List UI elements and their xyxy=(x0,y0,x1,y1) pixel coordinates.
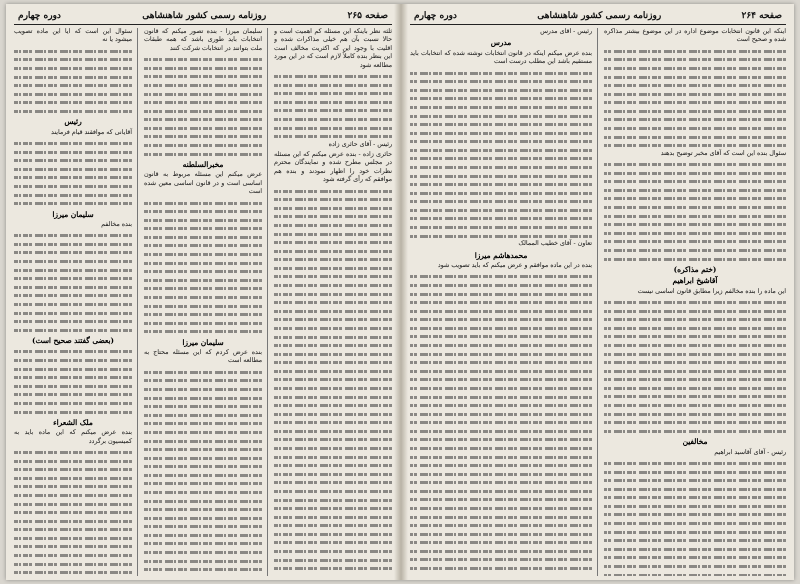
left-col-c xyxy=(14,28,138,576)
text-paragraph: سئوال بنده این است که آقای مخبر توضیح بدهند xyxy=(660,149,786,157)
text-paragraph: سئوال این است که آیا این ماده تصویب میشود یا نه xyxy=(14,28,132,44)
left-page-header xyxy=(14,8,392,25)
text-paragraph: بنده در این ماده موافقم و عرض میکنم که باید تصویب شود xyxy=(437,262,592,269)
speaker-line: رئیس - آقای آقاسید ابراهیم xyxy=(714,448,786,456)
speaker-heading: سلیمان میرزا xyxy=(52,209,94,219)
newspaper-spread xyxy=(6,4,794,580)
left-page-number: صفحه ۲۶۵ xyxy=(347,11,388,21)
speaker-heading: (بعضی گفتند صحیح است) xyxy=(31,336,115,346)
text-paragraph: بنده عرض کردم که این مسئله محتاج به مطالعه است xyxy=(144,349,262,365)
left-page-columns xyxy=(14,28,392,576)
right-page-columns xyxy=(410,28,786,576)
speaker-line: رئیس - آقای مدرس xyxy=(540,28,592,35)
left-page xyxy=(14,4,392,580)
left-page-period: دوره چهارم xyxy=(18,11,61,21)
right-page-period: دوره چهارم xyxy=(414,11,457,21)
text-paragraph: آقایانی که موافقند قیام فرمایند xyxy=(51,128,132,136)
text-paragraph: ثلثه نظر باینکه این مسئله کم اهمیت است و حالا نسبت بآن هم خیلی مذاکرات شده و اقلیت با وجود این که اکثریت مخالف است این بنظر بنده کاملاً لازم است که در این مورد مطالعه شود xyxy=(274,28,392,69)
text-paragraph: اینکه این قانون انتخابات موضوع اداره در این موضوع بیشتر مذاکره شده و صحیح است xyxy=(604,28,786,44)
text-paragraph: بنده عرض میکنم اینکه در قانون انتخابات نوشته شده که انتخابات باید مستقیم باشد این مطلب درست است xyxy=(410,49,592,66)
right-page xyxy=(410,4,786,580)
right-col-b xyxy=(410,28,598,576)
right-col-a xyxy=(604,28,786,576)
text-paragraph: این ماده را بنده مخالفم زیرا مطابق قانون اساسی نیست xyxy=(637,287,786,295)
speaker-heading: مخالفین xyxy=(682,437,708,447)
text-paragraph: بنده عرض میکنم که این ماده باید به کمیسیون برگردد xyxy=(14,429,132,445)
speaker-line: رئیس - آقای حائری زاده xyxy=(328,140,392,148)
right-page-number: صفحه ۲۶۴ xyxy=(741,11,782,21)
speaker-heading: رئیس xyxy=(64,117,82,127)
speaker-heading: مخبرالسلطنه xyxy=(182,159,224,169)
text-paragraph: حائری زاده - بنده عرض میکنم که این مسئله در مجلس مطرح شده و نمایندگان محترم نظرات خود را اظهار نمودند و بنده هم موافقم که رأی گرفته شود xyxy=(274,151,392,184)
speaker-heading: ملک الشعراء xyxy=(53,417,93,427)
left-page-title: روزنامه رسمی کشور شاهنشاهی xyxy=(142,11,267,21)
speaker-heading: آقاشیخ ابراهیم xyxy=(672,276,718,286)
page-gutter xyxy=(394,4,408,580)
left-col-b xyxy=(144,28,268,576)
left-col-a xyxy=(274,28,392,576)
right-page-title: روزنامه رسمی کشور شاهنشاهی xyxy=(537,11,662,21)
speaker-heading: محمدهاشم میرزا xyxy=(474,250,528,260)
text-paragraph: بنده مخالفم xyxy=(101,220,132,228)
speaker-heading: مدرس xyxy=(490,38,512,48)
right-page-header xyxy=(410,8,786,25)
speaker-line: تعاون - آقای خطیب الممالک xyxy=(518,240,592,248)
section-note: (ختم مذاکره) xyxy=(673,264,717,274)
text-paragraph: سلیمان میرزا - بنده تصور میکنم که قانون انتخابات باید طوری باشد که همه طبقات ملت بتوانند در انتخابات شرکت کنند xyxy=(144,28,262,52)
text-paragraph: عرض میکنم این مسئله مربوط به قانون اساسی است و در قانون اساسی معین شده است xyxy=(144,171,262,196)
speaker-heading: سلیمان میرزا xyxy=(182,337,224,347)
